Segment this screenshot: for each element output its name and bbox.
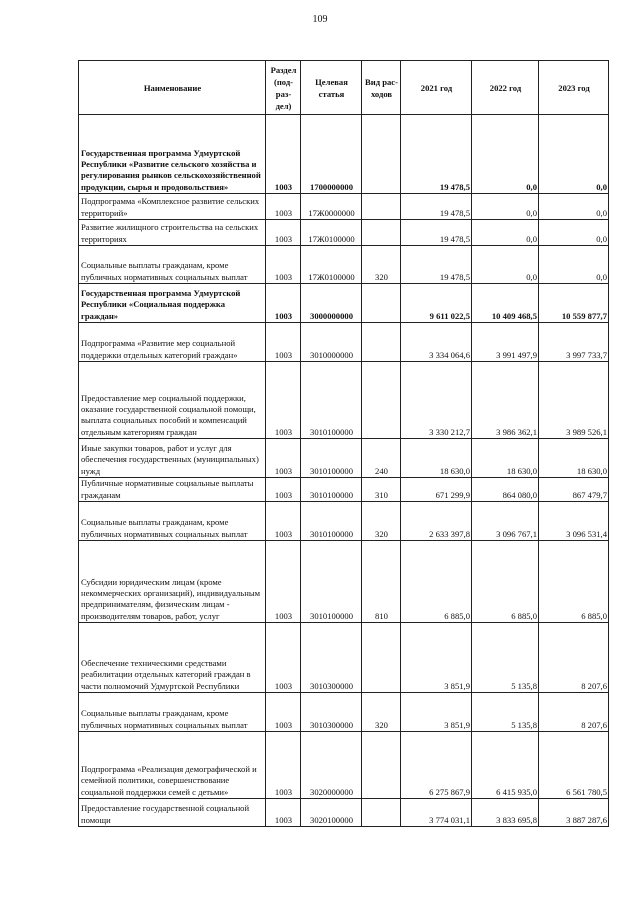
item-name-text: Подпрограмма «Реализация демографической и семейной политики, совершенствование социальной поддержки семей с детьми» bbox=[81, 764, 257, 797]
section-code: 1003 bbox=[266, 194, 301, 220]
amount-2022: 3 833 695,8 bbox=[472, 799, 539, 827]
header-name: Наименование bbox=[79, 61, 266, 115]
expense-type bbox=[362, 623, 401, 693]
item-name bbox=[79, 799, 266, 827]
table-row bbox=[79, 478, 609, 502]
header-section: Раздел (под- раз- дел) bbox=[266, 61, 301, 115]
header-2021: 2021 год bbox=[401, 61, 472, 115]
amount-2023: 18 630,0 bbox=[539, 439, 609, 478]
amount-2022: 0,0 bbox=[472, 115, 539, 194]
amount-2023: 0,0 bbox=[539, 246, 609, 284]
item-name-text: Подпрограмма «Развитие мер социальной поддержки отдельных категорий граждан» bbox=[81, 338, 238, 360]
amount-2023: 8 207,6 bbox=[539, 693, 609, 732]
amount-2022: 6 415 935,0 bbox=[472, 732, 539, 799]
item-name bbox=[79, 220, 266, 246]
item-name-text: Социальные выплаты гражданам, кроме публичных нормативных социальных выплат bbox=[81, 708, 248, 730]
expense-type: 320 bbox=[362, 246, 401, 284]
target-article: 1700000000 bbox=[301, 115, 362, 194]
header-2023: 2023 год bbox=[539, 61, 609, 115]
expense-type: 310 bbox=[362, 478, 401, 502]
item-name-text: Подпрограмма «Комплексное развитие сельских территорий» bbox=[81, 196, 260, 218]
table-row bbox=[79, 246, 609, 284]
item-name-text: Государственная программа Удмуртской Республики «Социальная поддержка граждан» bbox=[81, 288, 241, 321]
target-article: 3010000000 bbox=[301, 323, 362, 362]
target-article: 3000000000 bbox=[301, 284, 362, 323]
amount-2022: 3 986 362,1 bbox=[472, 362, 539, 439]
expense-type bbox=[362, 115, 401, 194]
expense-type bbox=[362, 323, 401, 362]
item-name bbox=[79, 284, 266, 323]
item-name-text: Социальные выплаты гражданам, кроме публичных нормативных социальных выплат bbox=[81, 260, 248, 282]
item-name-text: Развитие жилищного строительства на сельских территориях bbox=[81, 222, 259, 244]
amount-2021: 3 334 064,6 bbox=[401, 323, 472, 362]
section-code: 1003 bbox=[266, 284, 301, 323]
page-number: 109 bbox=[312, 14, 328, 25]
amount-2023: 3 989 526,1 bbox=[539, 362, 609, 439]
amount-2021: 3 774 031,1 bbox=[401, 799, 472, 827]
amount-2021: 671 299,9 bbox=[401, 478, 472, 502]
table-row bbox=[79, 194, 609, 220]
section-code: 1003 bbox=[266, 478, 301, 502]
amount-2021: 19 478,5 bbox=[401, 194, 472, 220]
target-article: 17Ж0000000 bbox=[301, 194, 362, 220]
target-article: 3010100000 bbox=[301, 439, 362, 478]
amount-2022: 3 991 497,9 bbox=[472, 323, 539, 362]
section-code: 1003 bbox=[266, 623, 301, 693]
table-row bbox=[79, 693, 609, 732]
amount-2022: 0,0 bbox=[472, 220, 539, 246]
expense-type: 320 bbox=[362, 693, 401, 732]
expense-type bbox=[362, 220, 401, 246]
expense-type bbox=[362, 194, 401, 220]
amount-2023: 0,0 bbox=[539, 220, 609, 246]
amount-2021: 3 851,9 bbox=[401, 623, 472, 693]
section-code: 1003 bbox=[266, 362, 301, 439]
table-row bbox=[79, 799, 609, 827]
expense-type: 320 bbox=[362, 502, 401, 541]
table-row bbox=[79, 362, 609, 439]
item-name bbox=[79, 502, 266, 541]
amount-2022: 18 630,0 bbox=[472, 439, 539, 478]
amount-2022: 3 096 767,1 bbox=[472, 502, 539, 541]
target-article: 3010100000 bbox=[301, 541, 362, 623]
amount-2021: 19 478,5 bbox=[401, 246, 472, 284]
header-target: Целевая статья bbox=[301, 61, 362, 115]
table-row bbox=[79, 623, 609, 693]
target-article: 17Ж0100000 bbox=[301, 220, 362, 246]
amount-2023: 0,0 bbox=[539, 194, 609, 220]
table-row bbox=[79, 732, 609, 799]
item-name-text: Обеспечение техническими средствами реабилитации отдельных категорий граждан в части полномочий Удмуртской Республики bbox=[81, 658, 251, 691]
section-code: 1003 bbox=[266, 439, 301, 478]
section-code: 1003 bbox=[266, 693, 301, 732]
item-name-text: Субсидии юридическим лицам (кроме некоммерческих организаций), индивидуальным предпринимателям, физическим лицам - производителям товаров, работ, услуг bbox=[81, 576, 261, 621]
item-name-text: Иные закупки товаров, работ и услуг для обеспечения государственных (муниципальных) нужд bbox=[81, 443, 259, 476]
table-row bbox=[79, 284, 609, 323]
table-body bbox=[79, 115, 609, 827]
amount-2022: 0,0 bbox=[472, 246, 539, 284]
table-row bbox=[79, 115, 609, 194]
expense-type bbox=[362, 732, 401, 799]
item-name bbox=[79, 541, 266, 623]
amount-2023: 3 997 733,7 bbox=[539, 323, 609, 362]
amount-2023: 867 479,7 bbox=[539, 478, 609, 502]
amount-2021: 6 885,0 bbox=[401, 541, 472, 623]
amount-2023: 3 887 287,6 bbox=[539, 799, 609, 827]
table-row bbox=[79, 541, 609, 623]
section-code: 1003 bbox=[266, 502, 301, 541]
item-name-text: Государственная программа Удмуртской Республики «Развитие сельского хозяйства и регулирования рынков сельскохозяйственной продукции, сырья и продовольствия» bbox=[81, 147, 261, 192]
amount-2021: 3 330 212,7 bbox=[401, 362, 472, 439]
amount-2021: 19 478,5 bbox=[401, 115, 472, 194]
item-name-text: Предоставление мер социальной поддержки, оказание государственной социальной помощи, выплата социальных пособий и компенсаций отдельным категориям граждан bbox=[81, 392, 256, 437]
section-code: 1003 bbox=[266, 732, 301, 799]
amount-2021: 19 478,5 bbox=[401, 220, 472, 246]
expense-type bbox=[362, 284, 401, 323]
header-row bbox=[79, 61, 609, 115]
expense-type bbox=[362, 362, 401, 439]
item-name-text: Публичные нормативные социальные выплаты гражданам bbox=[81, 478, 254, 500]
item-name bbox=[79, 732, 266, 799]
section-code: 1003 bbox=[266, 246, 301, 284]
section-code: 1003 bbox=[266, 220, 301, 246]
amount-2021: 9 611 022,5 bbox=[401, 284, 472, 323]
target-article: 3010100000 bbox=[301, 502, 362, 541]
amount-2022: 10 409 468,5 bbox=[472, 284, 539, 323]
item-name bbox=[79, 439, 266, 478]
amount-2022: 0,0 bbox=[472, 194, 539, 220]
section-code: 1003 bbox=[266, 115, 301, 194]
amount-2023: 6 561 780,5 bbox=[539, 732, 609, 799]
amount-2021: 2 633 397,8 bbox=[401, 502, 472, 541]
table-row bbox=[79, 220, 609, 246]
item-name bbox=[79, 246, 266, 284]
table-row bbox=[79, 502, 609, 541]
item-name bbox=[79, 362, 266, 439]
item-name-text: Социальные выплаты гражданам, кроме публичных нормативных социальных выплат bbox=[81, 517, 248, 539]
amount-2021: 18 630,0 bbox=[401, 439, 472, 478]
expense-type: 240 bbox=[362, 439, 401, 478]
section-code: 1003 bbox=[266, 323, 301, 362]
amount-2023: 10 559 877,7 bbox=[539, 284, 609, 323]
item-name bbox=[79, 693, 266, 732]
section-code: 1003 bbox=[266, 799, 301, 827]
amount-2022: 5 135,8 bbox=[472, 623, 539, 693]
amount-2022: 5 135,8 bbox=[472, 693, 539, 732]
item-name bbox=[79, 478, 266, 502]
target-article: 3010100000 bbox=[301, 478, 362, 502]
target-article: 17Ж0100000 bbox=[301, 246, 362, 284]
amount-2021: 3 851,9 bbox=[401, 693, 472, 732]
target-article: 3010300000 bbox=[301, 693, 362, 732]
amount-2022: 6 885,0 bbox=[472, 541, 539, 623]
item-name bbox=[79, 115, 266, 194]
item-name bbox=[79, 323, 266, 362]
expense-type: 810 bbox=[362, 541, 401, 623]
amount-2021: 6 275 867,9 bbox=[401, 732, 472, 799]
item-name-text: Предоставление государственной социальной помощи bbox=[81, 803, 250, 825]
amount-2022: 864 080,0 bbox=[472, 478, 539, 502]
target-article: 3020100000 bbox=[301, 799, 362, 827]
header-2022: 2022 год bbox=[472, 61, 539, 115]
target-article: 3010300000 bbox=[301, 623, 362, 693]
table-row bbox=[79, 439, 609, 478]
amount-2023: 8 207,6 bbox=[539, 623, 609, 693]
target-article: 3010100000 bbox=[301, 362, 362, 439]
item-name bbox=[79, 623, 266, 693]
table-row bbox=[79, 323, 609, 362]
header-type: Вид рас- ходов bbox=[362, 61, 401, 115]
section-code: 1003 bbox=[266, 541, 301, 623]
amount-2023: 0,0 bbox=[539, 115, 609, 194]
target-article: 3020000000 bbox=[301, 732, 362, 799]
expense-type bbox=[362, 799, 401, 827]
budget-table bbox=[78, 60, 609, 827]
item-name bbox=[79, 194, 266, 220]
amount-2023: 3 096 531,4 bbox=[539, 502, 609, 541]
amount-2023: 6 885,0 bbox=[539, 541, 609, 623]
